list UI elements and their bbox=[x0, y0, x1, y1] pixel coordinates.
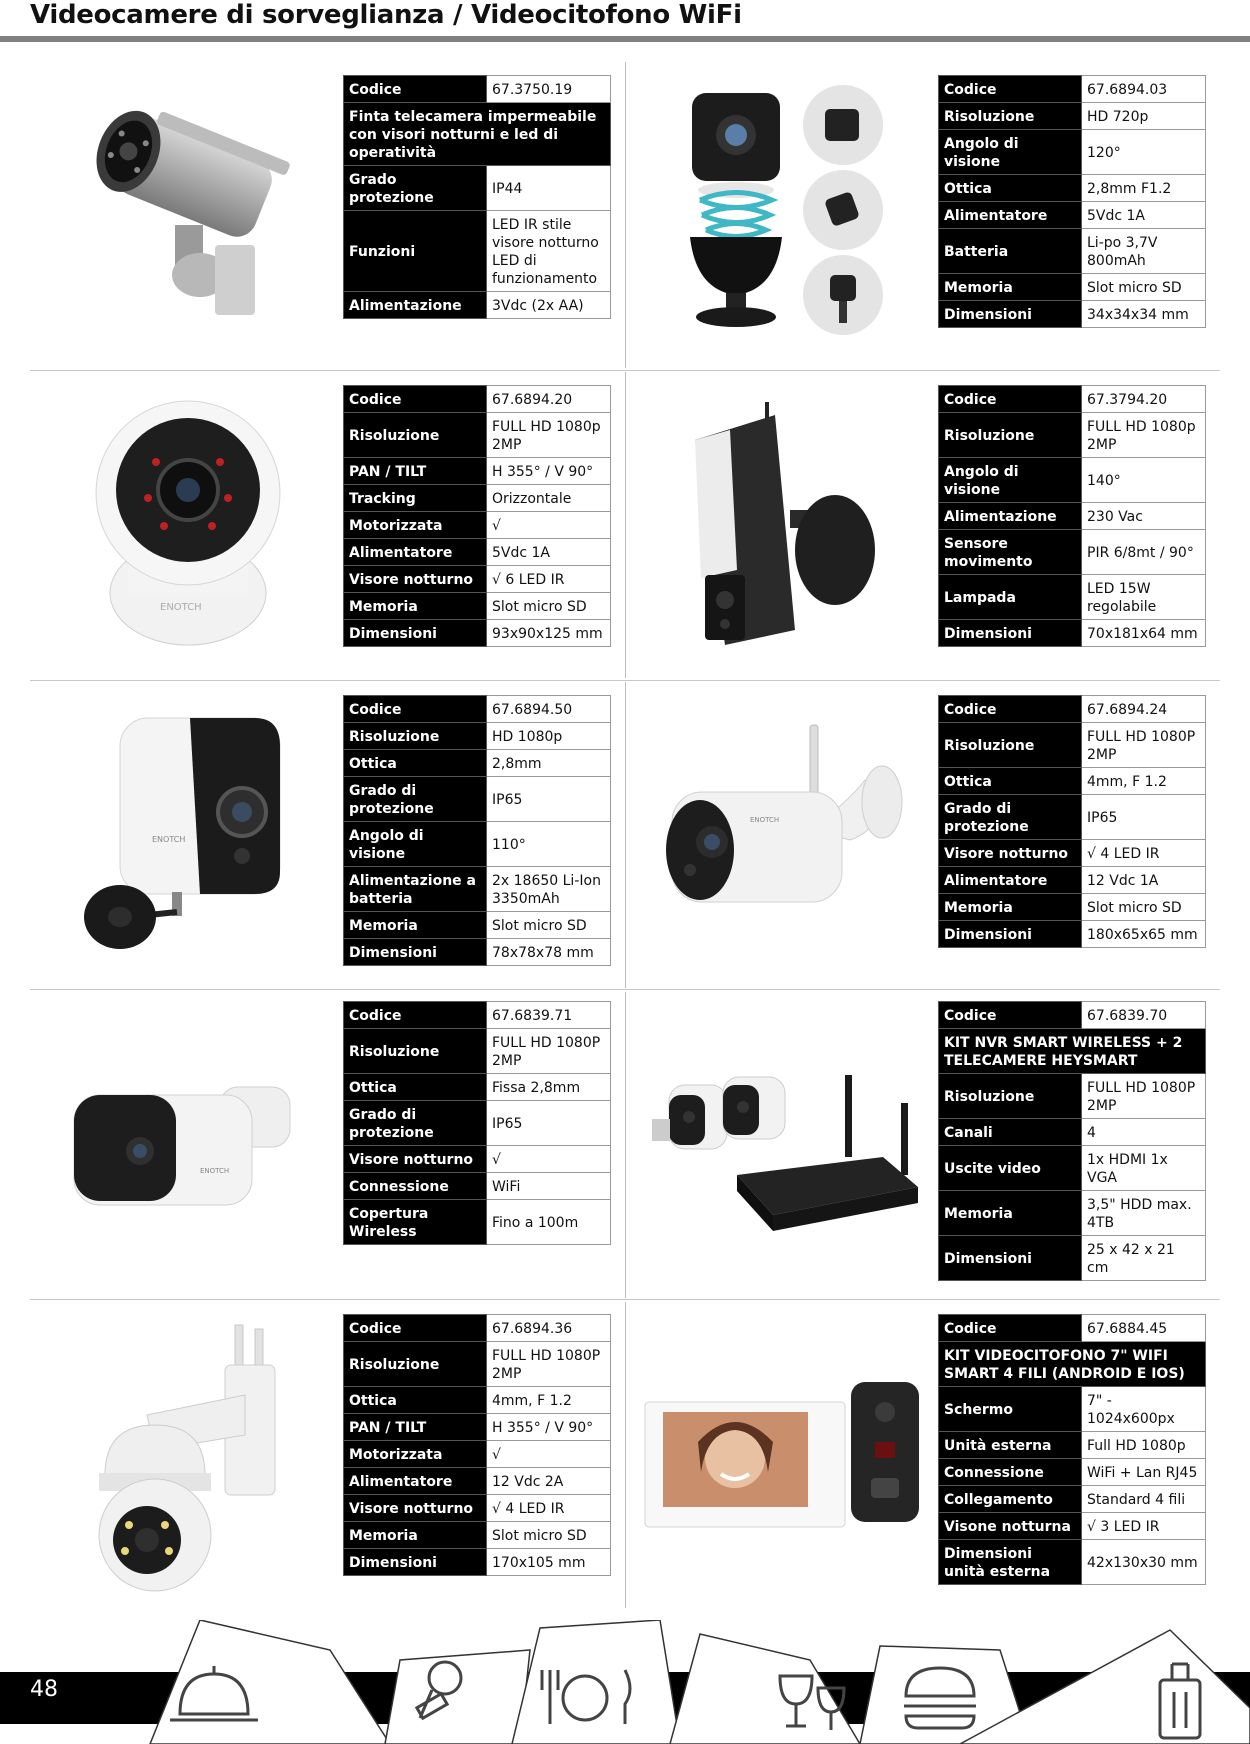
spec-label: Ottica bbox=[344, 750, 487, 777]
spec-label: Codice bbox=[939, 1315, 1082, 1342]
spec-value: 2,8mm F1.2 bbox=[1082, 175, 1206, 202]
spec-label: Memoria bbox=[939, 1191, 1082, 1236]
spec-label: Memoria bbox=[344, 912, 487, 939]
spec-row bbox=[344, 512, 611, 539]
spec-label: Funzioni bbox=[344, 211, 487, 292]
spec-row bbox=[344, 1468, 611, 1495]
spec-value: √ 6 LED IR bbox=[487, 566, 611, 593]
footer-icon-strip bbox=[0, 1620, 1250, 1744]
spec-value: FULL HD 1080P 2MP bbox=[1082, 723, 1206, 768]
spec-value: IP65 bbox=[487, 777, 611, 822]
spec-label: Alimentazione bbox=[344, 292, 487, 319]
spec-row bbox=[939, 458, 1206, 503]
spec-label: Ottica bbox=[939, 768, 1082, 795]
spec-label: Uscite video bbox=[939, 1146, 1082, 1191]
spec-value: 2x 18650 Li-Ion 3350mAh bbox=[487, 867, 611, 912]
spec-row bbox=[344, 292, 611, 319]
product-spec-table bbox=[343, 1001, 611, 1245]
spec-row bbox=[939, 921, 1206, 948]
spec-label: Motorizzata bbox=[344, 512, 487, 539]
spec-label: Ottica bbox=[344, 1074, 487, 1101]
spec-value: WiFi + Lan RJ45 bbox=[1082, 1459, 1206, 1486]
wifi-bullet-camera-image bbox=[70, 1085, 300, 1210]
spec-row bbox=[344, 1074, 611, 1101]
spec-label: Alimentatore bbox=[344, 539, 487, 566]
battery-wifi-camera-image bbox=[80, 712, 290, 957]
spec-row bbox=[939, 1342, 1206, 1387]
spec-row bbox=[939, 274, 1206, 301]
spec-label: Alimentatore bbox=[939, 867, 1082, 894]
spec-label: Dimensioni bbox=[939, 620, 1082, 647]
spec-label: Visore notturno bbox=[344, 1495, 487, 1522]
spec-value: Li-po 3,7V 800mAh bbox=[1082, 229, 1206, 274]
spec-value: 12 Vdc 2A bbox=[487, 1468, 611, 1495]
spec-value: FULL HD 1080P 2MP bbox=[1082, 1074, 1206, 1119]
video-doorphone-kit-image bbox=[643, 1382, 923, 1532]
spec-value: 42x130x30 mm bbox=[1082, 1540, 1206, 1585]
spec-row bbox=[344, 1414, 611, 1441]
wifi-bullet-camera-image bbox=[660, 720, 910, 940]
spec-value: Full HD 1080p bbox=[1082, 1432, 1206, 1459]
spec-row bbox=[939, 795, 1206, 840]
spec-label: Ottica bbox=[344, 1387, 487, 1414]
spec-row bbox=[939, 1236, 1206, 1281]
spec-row bbox=[939, 1191, 1206, 1236]
spec-label: Codice bbox=[939, 1002, 1082, 1029]
spec-label: Visone notturna bbox=[939, 1513, 1082, 1540]
spec-label: Codice bbox=[344, 696, 487, 723]
spec-value: FULL HD 1080p 2MP bbox=[487, 413, 611, 458]
spec-label: Risoluzione bbox=[344, 1029, 487, 1074]
spec-label: Dimensioni bbox=[939, 921, 1082, 948]
spec-row bbox=[344, 386, 611, 413]
spec-row bbox=[939, 503, 1206, 530]
spec-value: 5Vdc 1A bbox=[487, 539, 611, 566]
spec-label: Copertura Wireless bbox=[344, 1200, 487, 1245]
spec-value: 67.3794.20 bbox=[1082, 386, 1206, 413]
spec-row bbox=[344, 696, 611, 723]
spec-value: 67.3750.19 bbox=[487, 76, 611, 103]
row-divider bbox=[30, 370, 1220, 371]
spec-value: 4mm, F 1.2 bbox=[487, 1387, 611, 1414]
spec-label: Canali bbox=[939, 1119, 1082, 1146]
spec-label: PAN / TILT bbox=[344, 1414, 487, 1441]
spec-row bbox=[939, 768, 1206, 795]
spec-label: Alimentatore bbox=[939, 202, 1082, 229]
spec-value: 140° bbox=[1082, 458, 1206, 503]
spec-value: 3,5" HDD max. 4TB bbox=[1082, 1191, 1206, 1236]
spec-row bbox=[939, 1513, 1206, 1540]
spec-row bbox=[939, 386, 1206, 413]
spec-value: 180x65x65 mm bbox=[1082, 921, 1206, 948]
spec-label: Memoria bbox=[344, 1522, 487, 1549]
spec-row bbox=[344, 1002, 611, 1029]
spec-row bbox=[939, 103, 1206, 130]
spec-row bbox=[939, 76, 1206, 103]
spec-value: 67.6839.71 bbox=[487, 1002, 611, 1029]
spec-label: Sensore movimento bbox=[939, 530, 1082, 575]
spec-row bbox=[344, 1029, 611, 1074]
spec-value: Fissa 2,8mm bbox=[487, 1074, 611, 1101]
spec-label: Risoluzione bbox=[344, 413, 487, 458]
spec-value: 4mm, F 1.2 bbox=[1082, 768, 1206, 795]
spec-row bbox=[344, 1315, 611, 1342]
spec-label: Dimensioni bbox=[939, 301, 1082, 328]
spec-value: 67.6894.03 bbox=[1082, 76, 1206, 103]
spec-label: Codice bbox=[939, 696, 1082, 723]
spec-value: FULL HD 1080P 2MP bbox=[487, 1342, 611, 1387]
spec-value: 25 x 42 x 21 cm bbox=[1082, 1236, 1206, 1281]
spec-row bbox=[939, 1002, 1206, 1029]
spec-value: FULL HD 1080P 2MP bbox=[487, 1029, 611, 1074]
spec-row bbox=[344, 1549, 611, 1576]
spec-label: Visore notturno bbox=[344, 566, 487, 593]
spec-label: Batteria bbox=[939, 229, 1082, 274]
spec-row bbox=[344, 1200, 611, 1245]
spec-value: Slot micro SD bbox=[1082, 274, 1206, 301]
spec-row bbox=[939, 301, 1206, 328]
spec-value: Standard 4 fili bbox=[1082, 1486, 1206, 1513]
spec-row bbox=[344, 1522, 611, 1549]
svg-text:ENOTCH: ENOTCH bbox=[200, 1167, 230, 1175]
spec-row bbox=[939, 723, 1206, 768]
spec-value: 7" - 1024x600px bbox=[1082, 1387, 1206, 1432]
product-spec-table bbox=[938, 75, 1206, 328]
product-spec-table bbox=[343, 75, 611, 319]
spec-row bbox=[344, 620, 611, 647]
spec-label: Grado di protezione bbox=[344, 777, 487, 822]
spec-value: FULL HD 1080p 2MP bbox=[1082, 413, 1206, 458]
spec-label: Visore notturno bbox=[939, 840, 1082, 867]
spec-label: Angolo di visione bbox=[939, 458, 1082, 503]
spec-label: Codice bbox=[344, 1002, 487, 1029]
spec-label: Dimensioni bbox=[344, 939, 487, 966]
spec-label: Angolo di visione bbox=[344, 822, 487, 867]
spec-row bbox=[939, 530, 1206, 575]
title-underline bbox=[0, 36, 1250, 42]
spec-label: Codice bbox=[939, 76, 1082, 103]
spec-value: 67.6839.70 bbox=[1082, 1002, 1206, 1029]
spec-row bbox=[344, 166, 611, 211]
spec-value: Fino a 100m bbox=[487, 1200, 611, 1245]
spec-label: Codice bbox=[344, 76, 487, 103]
spec-row bbox=[344, 822, 611, 867]
spec-label: Collegamento bbox=[939, 1486, 1082, 1513]
spec-value: LED IR stile visore notturno LED di funzionamento bbox=[487, 211, 611, 292]
spec-row bbox=[344, 76, 611, 103]
spec-label: Angolo di visione bbox=[939, 130, 1082, 175]
spec-row bbox=[344, 211, 611, 292]
spec-row bbox=[939, 1119, 1206, 1146]
product-description: Finta telecamera impermeabile con visori notturni e led di operatività bbox=[344, 103, 611, 166]
spec-label: Dimensioni unità esterna bbox=[939, 1540, 1082, 1585]
spec-row bbox=[939, 1146, 1206, 1191]
spec-row bbox=[344, 1495, 611, 1522]
spec-row bbox=[939, 575, 1206, 620]
spec-value: 67.6894.20 bbox=[487, 386, 611, 413]
product-description: KIT NVR SMART WIRELESS + 2 TELECAMERE HEYSMART bbox=[939, 1029, 1206, 1074]
spec-value: H 355° / V 90° bbox=[487, 458, 611, 485]
spec-row bbox=[939, 1074, 1206, 1119]
spec-label: Alimentazione a batteria bbox=[344, 867, 487, 912]
spec-label: PAN / TILT bbox=[344, 458, 487, 485]
spec-row bbox=[344, 1441, 611, 1468]
spec-label: Alimentatore bbox=[344, 1468, 487, 1495]
spec-value: 5Vdc 1A bbox=[1082, 202, 1206, 229]
spec-row bbox=[344, 458, 611, 485]
spec-value: √ 4 LED IR bbox=[1082, 840, 1206, 867]
spec-value: 67.6894.50 bbox=[487, 696, 611, 723]
spec-value: √ bbox=[487, 1146, 611, 1173]
spec-value: IP65 bbox=[1082, 795, 1206, 840]
spec-label: Risoluzione bbox=[939, 413, 1082, 458]
spec-row bbox=[939, 1459, 1206, 1486]
spec-value: H 355° / V 90° bbox=[487, 1414, 611, 1441]
spec-row bbox=[344, 539, 611, 566]
spec-value: WiFi bbox=[487, 1173, 611, 1200]
spec-value: 110° bbox=[487, 822, 611, 867]
row-divider bbox=[30, 1299, 1220, 1300]
product-spec-table bbox=[343, 385, 611, 647]
spec-value: 78x78x78 mm bbox=[487, 939, 611, 966]
column-divider bbox=[625, 682, 626, 988]
svg-text:ENOTCH: ENOTCH bbox=[152, 835, 186, 844]
spec-label: Unità esterna bbox=[939, 1432, 1082, 1459]
column-divider bbox=[625, 992, 626, 1298]
spec-label: Risoluzione bbox=[344, 723, 487, 750]
spec-label: Dimensioni bbox=[344, 1549, 487, 1576]
spec-row bbox=[344, 1342, 611, 1387]
spec-value: 120° bbox=[1082, 130, 1206, 175]
spec-value: 67.6894.36 bbox=[487, 1315, 611, 1342]
spec-value: HD 720p bbox=[1082, 103, 1206, 130]
spec-row bbox=[939, 202, 1206, 229]
spec-row bbox=[344, 103, 611, 166]
spec-label: Schermo bbox=[939, 1387, 1082, 1432]
spec-value: Orizzontale bbox=[487, 485, 611, 512]
spec-value: 4 bbox=[1082, 1119, 1206, 1146]
spec-value: 34x34x34 mm bbox=[1082, 301, 1206, 328]
spec-row bbox=[344, 1173, 611, 1200]
spec-label: Risoluzione bbox=[939, 1074, 1082, 1119]
spec-label: Memoria bbox=[344, 593, 487, 620]
spec-row bbox=[344, 723, 611, 750]
product-spec-table bbox=[938, 695, 1206, 948]
spec-row bbox=[344, 593, 611, 620]
spec-label: Grado protezione bbox=[344, 166, 487, 211]
spec-row bbox=[939, 1432, 1206, 1459]
row-divider bbox=[30, 680, 1220, 681]
spec-row bbox=[939, 130, 1206, 175]
spec-label: Memoria bbox=[939, 894, 1082, 921]
spec-row bbox=[939, 894, 1206, 921]
spec-row bbox=[939, 867, 1206, 894]
spec-row bbox=[344, 413, 611, 458]
ptz-outdoor-camera-image bbox=[85, 1325, 285, 1595]
spec-label: Memoria bbox=[939, 274, 1082, 301]
spec-row bbox=[939, 840, 1206, 867]
spec-value: 93x90x125 mm bbox=[487, 620, 611, 647]
spec-row bbox=[939, 413, 1206, 458]
product-spec-table bbox=[938, 1314, 1206, 1585]
spec-label: Dimensioni bbox=[939, 1236, 1082, 1281]
spec-value: 170x105 mm bbox=[487, 1549, 611, 1576]
spec-value: Slot micro SD bbox=[487, 593, 611, 620]
column-divider bbox=[625, 62, 626, 368]
spec-row bbox=[344, 939, 611, 966]
spec-value: LED 15W regolabile bbox=[1082, 575, 1206, 620]
spec-row bbox=[344, 566, 611, 593]
spec-row bbox=[344, 777, 611, 822]
svg-text:ENOTCH: ENOTCH bbox=[160, 602, 202, 613]
spec-row bbox=[939, 1486, 1206, 1513]
spec-label: Codice bbox=[344, 386, 487, 413]
spec-label: Alimentazione bbox=[939, 503, 1082, 530]
spec-row bbox=[939, 229, 1206, 274]
spec-label: Motorizzata bbox=[344, 1441, 487, 1468]
product-description: KIT VIDEOCITOFONO 7" WIFI SMART 4 FILI (ANDROID E IOS) bbox=[939, 1342, 1206, 1387]
spec-value: 2,8mm bbox=[487, 750, 611, 777]
spec-row bbox=[344, 1146, 611, 1173]
spec-label: Grado di protezione bbox=[939, 795, 1082, 840]
column-divider bbox=[625, 1302, 626, 1608]
column-divider bbox=[625, 372, 626, 678]
spec-row bbox=[939, 1387, 1206, 1432]
page-number: 48 bbox=[30, 1677, 58, 1702]
spec-row bbox=[939, 1029, 1206, 1074]
spec-label: Risoluzione bbox=[939, 723, 1082, 768]
spec-label: Codice bbox=[939, 386, 1082, 413]
product-spec-table bbox=[938, 385, 1206, 647]
spec-label: Ottica bbox=[939, 175, 1082, 202]
spec-value: Slot micro SD bbox=[487, 912, 611, 939]
spec-value: 67.6894.24 bbox=[1082, 696, 1206, 723]
spec-row bbox=[344, 1101, 611, 1146]
spec-label: Grado di protezione bbox=[344, 1101, 487, 1146]
spec-value: 1x HDMI 1x VGA bbox=[1082, 1146, 1206, 1191]
spec-value: 230 Vac bbox=[1082, 503, 1206, 530]
spec-value: √ bbox=[487, 1441, 611, 1468]
nvr-kit-image bbox=[643, 1075, 923, 1265]
spec-value: 70x181x64 mm bbox=[1082, 620, 1206, 647]
spec-row bbox=[939, 1540, 1206, 1585]
spec-label: Connessione bbox=[344, 1173, 487, 1200]
floodlight-camera-image bbox=[685, 400, 885, 650]
spec-value: 12 Vdc 1A bbox=[1082, 867, 1206, 894]
svg-text:ENOTCH: ENOTCH bbox=[750, 816, 780, 824]
product-spec-table bbox=[938, 1001, 1206, 1281]
spec-row bbox=[939, 1315, 1206, 1342]
spec-value: √ bbox=[487, 512, 611, 539]
spec-value: IP65 bbox=[487, 1101, 611, 1146]
spec-label: Dimensioni bbox=[344, 620, 487, 647]
spec-value: 67.6884.45 bbox=[1082, 1315, 1206, 1342]
row-divider bbox=[30, 989, 1220, 990]
spec-label: Lampada bbox=[939, 575, 1082, 620]
spec-value: PIR 6/8mt / 90° bbox=[1082, 530, 1206, 575]
spec-row bbox=[344, 485, 611, 512]
spec-value: 3Vdc (2x AA) bbox=[487, 292, 611, 319]
spec-row bbox=[344, 1387, 611, 1414]
spec-value: Slot micro SD bbox=[1082, 894, 1206, 921]
spec-value: Slot micro SD bbox=[487, 1522, 611, 1549]
spec-value: √ 4 LED IR bbox=[487, 1495, 611, 1522]
spec-label: Risoluzione bbox=[939, 103, 1082, 130]
spec-row bbox=[344, 867, 611, 912]
mini-cube-camera-image bbox=[680, 85, 890, 335]
spec-label: Risoluzione bbox=[344, 1342, 487, 1387]
spec-row bbox=[939, 175, 1206, 202]
spec-row bbox=[344, 912, 611, 939]
spec-label: Visore notturno bbox=[344, 1146, 487, 1173]
spec-label: Connessione bbox=[939, 1459, 1082, 1486]
spec-value: √ 3 LED IR bbox=[1082, 1513, 1206, 1540]
spec-label: Codice bbox=[344, 1315, 487, 1342]
spec-row bbox=[939, 620, 1206, 647]
spec-value: HD 1080p bbox=[487, 723, 611, 750]
spec-label: Tracking bbox=[344, 485, 487, 512]
page-title: Videocamere di sorveglianza / Videocitofono WiFi bbox=[30, 0, 742, 30]
product-spec-table bbox=[343, 1314, 611, 1576]
spec-row bbox=[939, 696, 1206, 723]
spec-row bbox=[344, 750, 611, 777]
spec-value: IP44 bbox=[487, 166, 611, 211]
dummy-bullet-camera-image bbox=[75, 95, 295, 325]
pan-tilt-indoor-camera-image bbox=[88, 398, 288, 648]
product-spec-table bbox=[343, 695, 611, 966]
